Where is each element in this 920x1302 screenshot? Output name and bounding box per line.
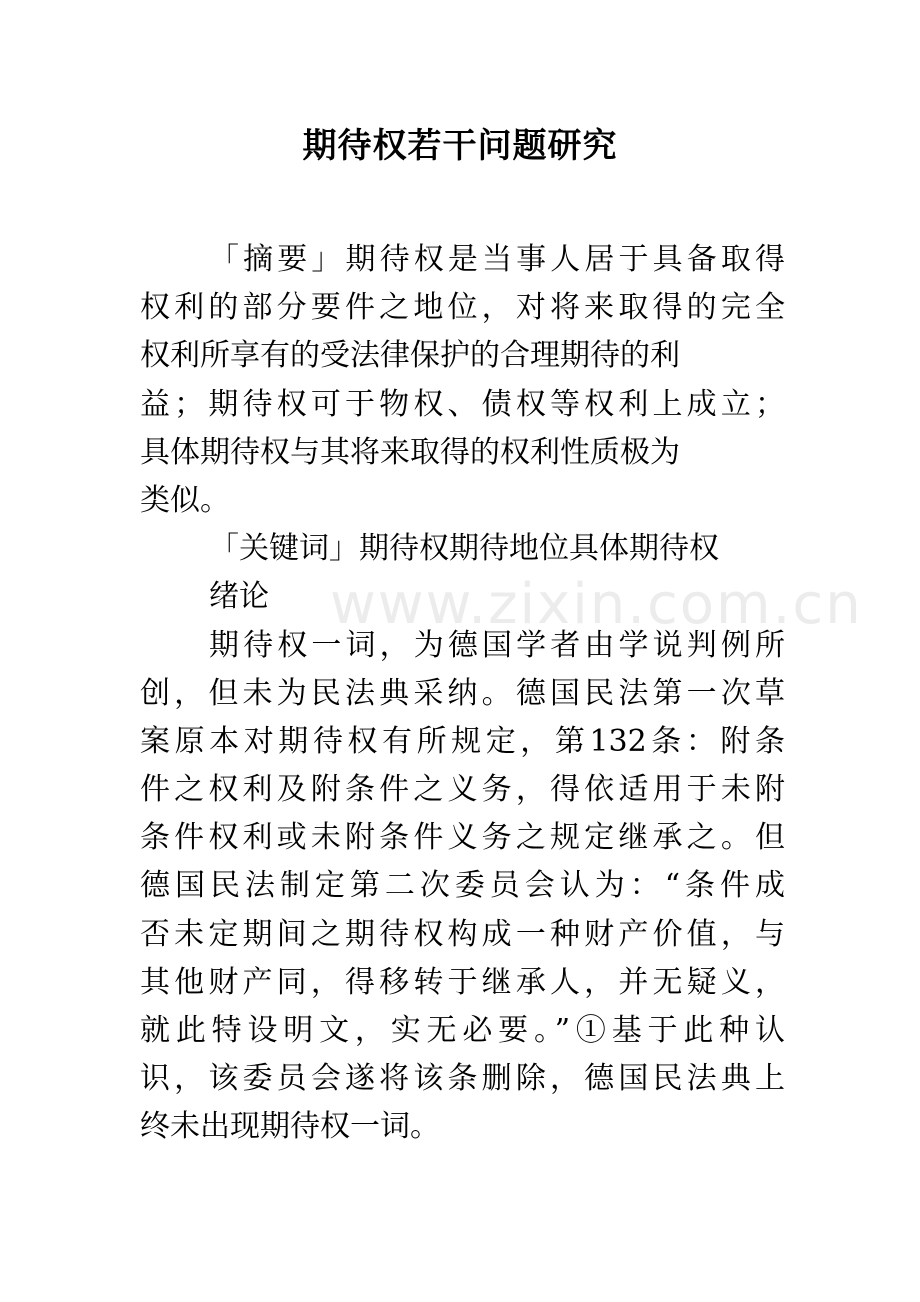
keywords-line: 「关键词」期待权期待地位具体期待权 bbox=[209, 531, 719, 567]
paragraph-line: 德国民法制定第二次委员会认为：“条件成 bbox=[140, 868, 785, 904]
abstract-line: 益；期待权可于物权、债权等权利上成立； bbox=[140, 386, 785, 422]
abstract-line: 「摘要」期待权是当事人居于具备取得 bbox=[209, 242, 785, 277]
paragraph-line: 创，但未为民法典采纳。德国民法第一次草 bbox=[140, 675, 785, 711]
paragraph-line: 条件权利或未附条件义务之规定继承之。但 bbox=[140, 820, 785, 856]
section-heading: 绪论 bbox=[209, 579, 269, 615]
abstract-line: 类似。 bbox=[140, 482, 230, 518]
paragraph-line: 其他财产同，得移转于继承人，并无疑义， bbox=[140, 964, 785, 1000]
document-title: 期待权若干问题研究 bbox=[302, 126, 618, 166]
paragraph-line: 案原本对期待权有所规定，第132条：附条 bbox=[140, 723, 785, 759]
paragraph-line: 终未出现期待权一词。 bbox=[140, 1109, 440, 1145]
paragraph-line: 就此特设明文，实无必要。”①基于此种认 bbox=[140, 1013, 785, 1048]
abstract-line: 具体期待权与其将来取得的权利性质极为 bbox=[140, 434, 680, 470]
paragraph-line: 否未定期间之期待权构成一种财产价值，与 bbox=[140, 916, 785, 952]
paragraph-line: 期待权一词，为德国学者由学说判例所 bbox=[209, 627, 785, 663]
document-body bbox=[140, 236, 785, 1152]
watermark: www.zixin.com.cn bbox=[330, 572, 863, 637]
paragraph-line: 件之权利及附条件之义务，得依适用于未附 bbox=[140, 772, 785, 808]
paragraph-line: 识，该委员会遂将该条删除，德国民法典上 bbox=[140, 1061, 785, 1097]
abstract-line: 权利所享有的受法律保护的合理期待的利 bbox=[140, 338, 680, 374]
abstract-line: 权利的部分要件之地位，对将来取得的完全 bbox=[140, 290, 785, 326]
